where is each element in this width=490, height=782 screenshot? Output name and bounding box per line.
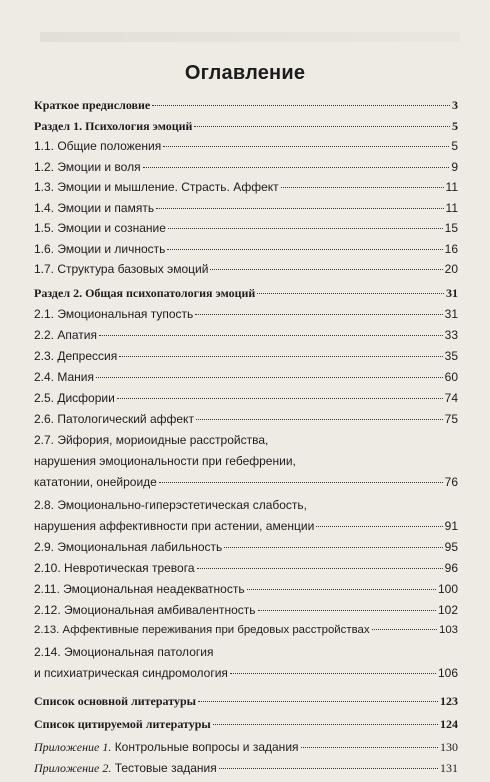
dot-leader (247, 589, 436, 590)
toc-entry: 2.10. Невротическая тревога 96 (34, 561, 458, 575)
toc-entry-line: 2.7. Эйфория, мориоидные расстройства, (34, 433, 269, 447)
dot-leader (159, 482, 443, 483)
toc-entry: 2.12. Эмоциональная амбивалентность 102 (34, 603, 458, 617)
bleed-through-text (40, 32, 460, 42)
dot-leader (117, 398, 443, 399)
dot-leader (258, 610, 436, 611)
dot-leader (119, 356, 442, 357)
dot-leader (281, 187, 444, 188)
dot-leader (152, 105, 450, 106)
toc-entry-page: 3 (452, 98, 458, 112)
dot-leader (196, 419, 443, 420)
toc-entry: 1.7. Структура базовых эмоций 20 (34, 262, 458, 276)
toc-entry-appendix-2: Приложение 2. Тестовые задания 131 (34, 761, 458, 775)
toc-entry: 1.4. Эмоции и память 11 (34, 201, 458, 215)
toc-entry: 2.1. Эмоциональная тупость 31 (34, 307, 458, 321)
toc-entry: 1.6. Эмоции и личность 16 (34, 242, 458, 256)
dot-leader (316, 526, 442, 527)
dot-leader (156, 208, 443, 209)
dot-leader (143, 167, 450, 168)
dot-leader (301, 747, 438, 748)
dot-leader (195, 314, 442, 315)
toc-entry: 2.6. Патологический аффект 75 (34, 412, 458, 426)
toc-entry: кататонии, онейроиде 76 (34, 475, 458, 489)
dot-leader (213, 724, 438, 725)
dot-leader (210, 269, 442, 270)
toc-section-2 (34, 286, 458, 301)
dot-leader (99, 335, 443, 336)
dot-leader (96, 377, 443, 378)
toc-entry-line: нарушения эмоциональности при гебефрении, (34, 454, 296, 468)
dot-leader (230, 673, 436, 674)
dot-leader (198, 701, 438, 702)
toc-entry-page: 31 (446, 286, 458, 300)
toc-entry: и психиатрическая синдромология 106 (34, 666, 458, 680)
toc-entry: 1.3. Эмоции и мышление. Страсть. Аффект 11 (34, 180, 458, 194)
toc-entry: 2.11. Эмоциональная неадекватность 100 (34, 582, 458, 596)
toc-entry: 2.2. Апатия 33 (34, 328, 458, 342)
page-title: Оглавление (184, 62, 306, 84)
toc-entry: нарушения аффективности при астении, аменции 91 (34, 519, 458, 533)
toc-entry-page: 5 (452, 119, 458, 133)
dot-leader (197, 568, 443, 569)
dot-leader (372, 629, 437, 630)
toc-entry-refs-main: Список основной литературы 123 (34, 694, 458, 708)
dot-leader (219, 768, 438, 769)
toc-entry: 2.13. Аффективные переживания при бредовых расстройствах 103 (34, 624, 458, 636)
toc-entry: 1.1. Общие положения 5 (34, 139, 458, 153)
toc-entry-appendix-1: Приложение 1. Контрольные вопросы и задания 130 (34, 740, 458, 754)
dot-leader (163, 146, 449, 147)
toc-entry-label: Краткое предисловие (34, 98, 151, 112)
dot-leader (167, 249, 442, 250)
dot-leader (194, 126, 450, 127)
toc-entry-refs-cited: Список цитируемой литературы 124 (34, 717, 458, 731)
dot-leader (168, 228, 443, 229)
toc-entry: 1.2. Эмоции и воля 9 (34, 160, 458, 174)
toc-section-1 (34, 119, 458, 134)
toc-entry-label: Раздел 1. Психология эмоций (34, 119, 193, 133)
toc-entry: 2.9. Эмоциональная лабильность 95 (34, 540, 458, 554)
dot-leader (257, 293, 444, 294)
toc-entry-preface (34, 98, 458, 113)
toc-entry: 1.5. Эмоции и сознание 15 (34, 221, 458, 235)
toc-entry: 2.3. Депрессия 35 (34, 349, 458, 363)
toc-entry-line: 2.14. Эмоциональная патология (34, 645, 214, 659)
toc-entry-line: 2.8. Эмоционально-гиперэстетическая слабость, (34, 498, 307, 512)
toc-entry: 2.5. Дисфории 74 (34, 391, 458, 405)
toc-entry: 2.4. Мания 60 (34, 370, 458, 384)
toc-entry-label: Раздел 2. Общая психопатология эмоций (34, 286, 256, 300)
dot-leader (224, 547, 442, 548)
